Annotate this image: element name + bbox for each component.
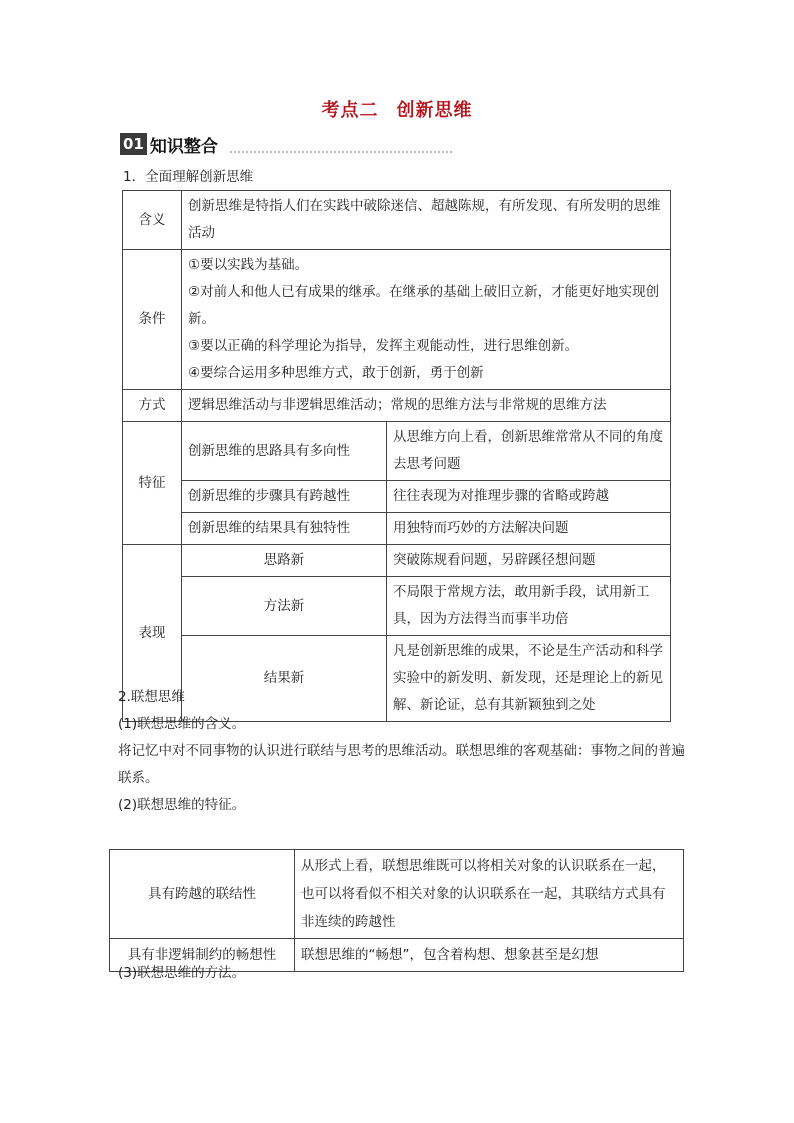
table-row (110, 850, 684, 939)
manifestation-desc: 不局限于常规方法，敢用新手段，试用新工具，因为方法得当而事半功倍 (387, 577, 671, 636)
table-row (123, 545, 671, 577)
table-row (123, 191, 671, 250)
feature-name: 创新思维的结果具有独特性 (182, 513, 387, 545)
association-thinking-table (109, 849, 684, 972)
condition-item: ④要综合运用多种思维方式，敢于创新，勇于创新 (188, 365, 484, 381)
row-value-tiaojian (182, 250, 671, 390)
feature-desc: 用独特而巧妙的方法解决问题 (387, 513, 671, 545)
feature-desc: 从思维方向上看，创新思维常常从不同的角度去思考问题 (387, 422, 671, 481)
manifestation-desc: 凡是创新思维的成果，不论是生产活动和科学实验中的新发明、新发现，还是理论上的新见解、新论证，总有其新颖独到之处 (387, 636, 671, 722)
paragraph: 将记忆中对不同事物的认识进行联结与思考的思维活动。联想思维的客观基础：事物之间的普遍联系。 (118, 743, 685, 786)
table-row (123, 481, 671, 513)
feature-name: 具有非逻辑制约的畅想性 (110, 939, 295, 972)
row-key-tezheng: 特征 (123, 422, 182, 545)
condition-item: ②对前人和他人已有成果的继承。在继承的基础上破旧立新，才能更好地实现创新。 (188, 284, 660, 327)
row-value-fangshi: 逻辑思维活动与非逻辑思维活动；常规的思维方法与非常规的思维方法 (182, 390, 671, 422)
feature-name: 具有跨越的联结性 (110, 850, 295, 939)
row-key-biaoxian: 表现 (123, 545, 182, 722)
manifestation-name: 结果新 (182, 636, 387, 722)
condition-item: ③要以正确的科学理论为指导，发挥主观能动性，进行思维创新。 (188, 338, 579, 354)
section-divider (230, 151, 452, 153)
manifestation-desc: 突破陈规看问题，另辟蹊径想问题 (387, 545, 671, 577)
manifestation-name: 思路新 (182, 545, 387, 577)
table-row (123, 250, 671, 390)
feature-name: 创新思维的思路具有多向性 (182, 422, 387, 481)
feature-desc: 往往表现为对推理步骤的省略或跨越 (387, 481, 671, 513)
paragraph: (1)联想思维的含义。 (118, 716, 246, 732)
table-row (123, 422, 671, 481)
innovation-thinking-table (122, 190, 671, 722)
page-title: 考点二 创新思维 (321, 100, 473, 121)
table-row (123, 390, 671, 422)
paragraph: (3)联想思维的方法。 (118, 965, 246, 981)
feature-desc: 联想思维的“畅想”，包含着构想、想象甚至是幻想 (295, 939, 684, 972)
row-key-tiaojian: 条件 (123, 250, 182, 390)
manifestation-name: 方法新 (182, 577, 387, 636)
feature-name: 创新思维的步骤具有跨越性 (182, 481, 387, 513)
heading-2: 2.联想思维 (118, 689, 185, 705)
condition-item: ①要以实践为基础。 (188, 257, 309, 273)
heading-1: 1．全面理解创新思维 (123, 169, 254, 185)
paragraph: (2)联想思维的特征。 (118, 797, 246, 813)
section-label: 知识整合 (149, 136, 218, 157)
row-key-hanyi: 含义 (123, 191, 182, 250)
row-key-fangshi: 方式 (123, 390, 182, 422)
section-number-badge: 01 (120, 133, 147, 155)
table-row (123, 513, 671, 545)
feature-desc: 从形式上看，联想思维既可以将相关对象的认识联系在一起，也可以将看似不相关对象的认识联系在一起，其联结方式具有非连续的跨越性 (295, 850, 684, 939)
table-row (123, 577, 671, 636)
section-header (120, 132, 218, 156)
row-value-hanyi: 创新思维是特指人们在实践中破除迷信、超越陈规，有所发现、有所发明的思维活动 (182, 191, 671, 250)
